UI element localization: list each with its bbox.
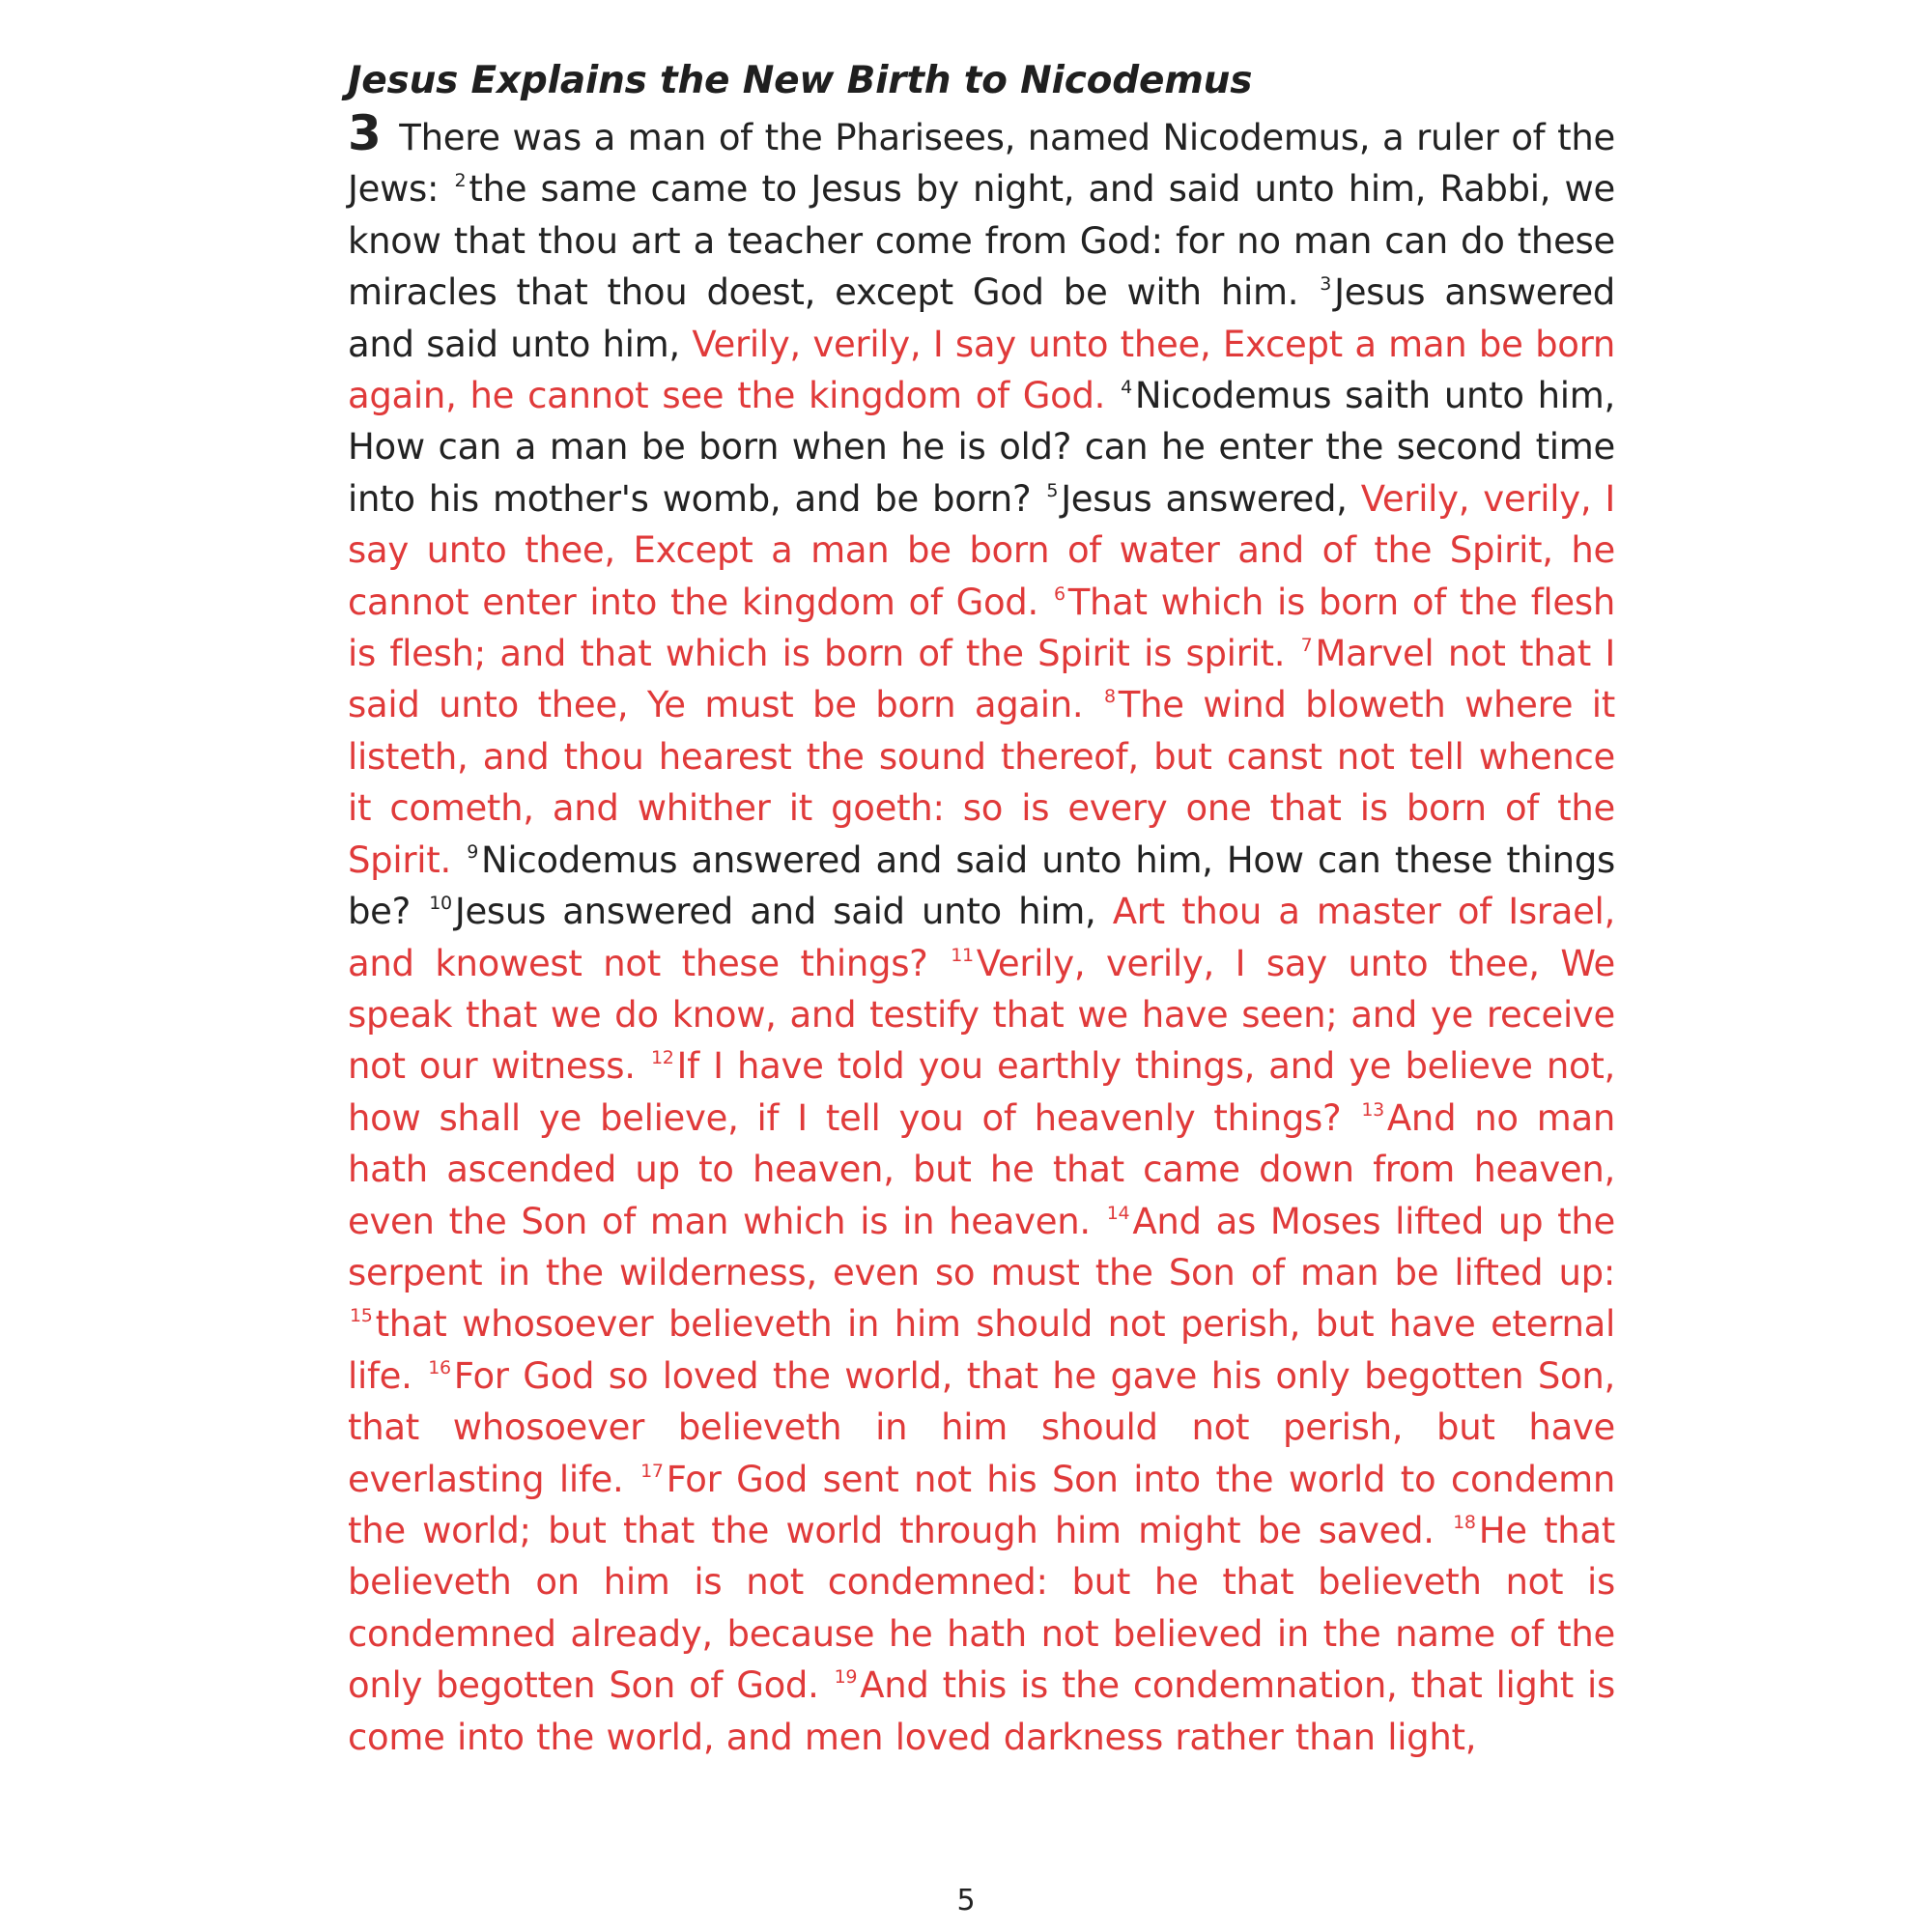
verse-number: 10 [429, 893, 452, 915]
words-of-christ-text: If I have told you earthly things, and ye believe not, how shall ye believe, if I tell you of heavenly things? [348, 1045, 1616, 1139]
words-of-christ-text: Verily, verily, I say unto thee, We speak that we do know, and testify that we have seen; and ye receive not our witness. [348, 942, 1615, 1088]
words-of-christ-text: Marvel not that I said unto thee, Ye must be born again. [348, 633, 1615, 726]
narrative-text: Jesus answered and said unto him, [454, 891, 1113, 933]
verse-number: 12 [650, 1047, 674, 1069]
words-of-christ-text: And no man hath ascended up to heaven, but he that came down from heaven, even the Son of man which is in heaven. [348, 1096, 1615, 1242]
verse-number: 18 [1453, 1511, 1476, 1533]
section-heading: Jesus Explains the New Birth to Nicodemus [348, 59, 1253, 102]
narrative-text: Jesus answered and said unto him, [348, 271, 1615, 365]
verse-number: 9 [467, 840, 478, 863]
verse-number: 8 [1103, 686, 1116, 708]
verse-number: 6 [1053, 582, 1065, 605]
narrative-text: Nicodemus saith unto him, How can a man be born when he is old? can he enter the second time into his mother's womb, and be born? [348, 375, 1615, 520]
words-of-christ-text: Verily, verily, I say unto thee, Except a man be born of water and of the Spirit, he cannot enter into the kingdom of God. [348, 477, 1615, 623]
verse-number: 14 [1106, 1202, 1130, 1224]
verse-number: 17 [640, 1460, 664, 1482]
verse-number: 5 [1046, 479, 1059, 501]
verse-number: 19 [834, 1666, 858, 1689]
words-of-christ-text: And as Moses lifted up the serpent in the wilderness, even so must the Son of man be lifted up: [348, 1200, 1615, 1293]
page-content [348, 56, 1615, 1763]
verse-number: 3 [1320, 273, 1332, 296]
page-number: 5 [956, 1884, 976, 1918]
words-of-christ-text: For God so loved the world, that he gave his only begotten Son, that whosoever believeth in him should not perish, but have everlasting life. [348, 1354, 1615, 1500]
scripture-passage [348, 105, 1616, 1763]
chapter-number: 3 [348, 105, 382, 161]
words-of-christ-text: that whosoever believeth in him should not perish, but have eternal life. [348, 1303, 1615, 1397]
narrative-text: Nicodemus answered and said unto him, How can these things be? [348, 838, 1615, 933]
verse-number: 7 [1300, 635, 1313, 657]
words-of-christ-text: Art thou a master of Israel, and knowest not these things? [348, 891, 1615, 984]
verse-number: 15 [350, 1305, 373, 1327]
narrative-text: the same came to Jesus by night, and said unto him, Rabbi, we know that thou art a teacher come from God: for no man can do these miracles that thou doest, except God be with him. [348, 168, 1615, 314]
verse-number: 16 [428, 1356, 451, 1378]
words-of-christ-text: Verily, verily, I say unto thee, Except a man be born again, he cannot see the kingdom of God. [348, 323, 1615, 417]
verse-number: 2 [454, 170, 467, 192]
words-of-christ-text: For God sent not his Son into the world to condemn the world; but that the world through him might be saved. [348, 1458, 1615, 1551]
narrative-text: There was a man of the Pharisees, named Nicodemus, a ruler of the Jews: [348, 117, 1615, 211]
verse-number: 11 [951, 944, 974, 966]
words-of-christ-text: He that believeth on him is not condemned: but he that believeth not is condemned already, because he hath not believed in the name of the only begotten Son of God. [348, 1509, 1616, 1707]
words-of-christ-text: That which is born of the flesh is flesh; and that which is born of the Spirit is spirit. [348, 581, 1615, 675]
words-of-christ-text: And this is the condemnation, that light is come into the world, and men loved darkness rather than light, [348, 1664, 1615, 1758]
verse-number: 4 [1121, 377, 1132, 399]
words-of-christ-text: The wind bloweth where it listeth, and thou hearest the sound thereof, but canst not tell whence it cometh, and whither it goeth: so is every one that is born of the Spirit. [348, 684, 1615, 881]
narrative-text: Jesus answered, [1061, 477, 1361, 520]
verse-number: 13 [1361, 1098, 1384, 1121]
